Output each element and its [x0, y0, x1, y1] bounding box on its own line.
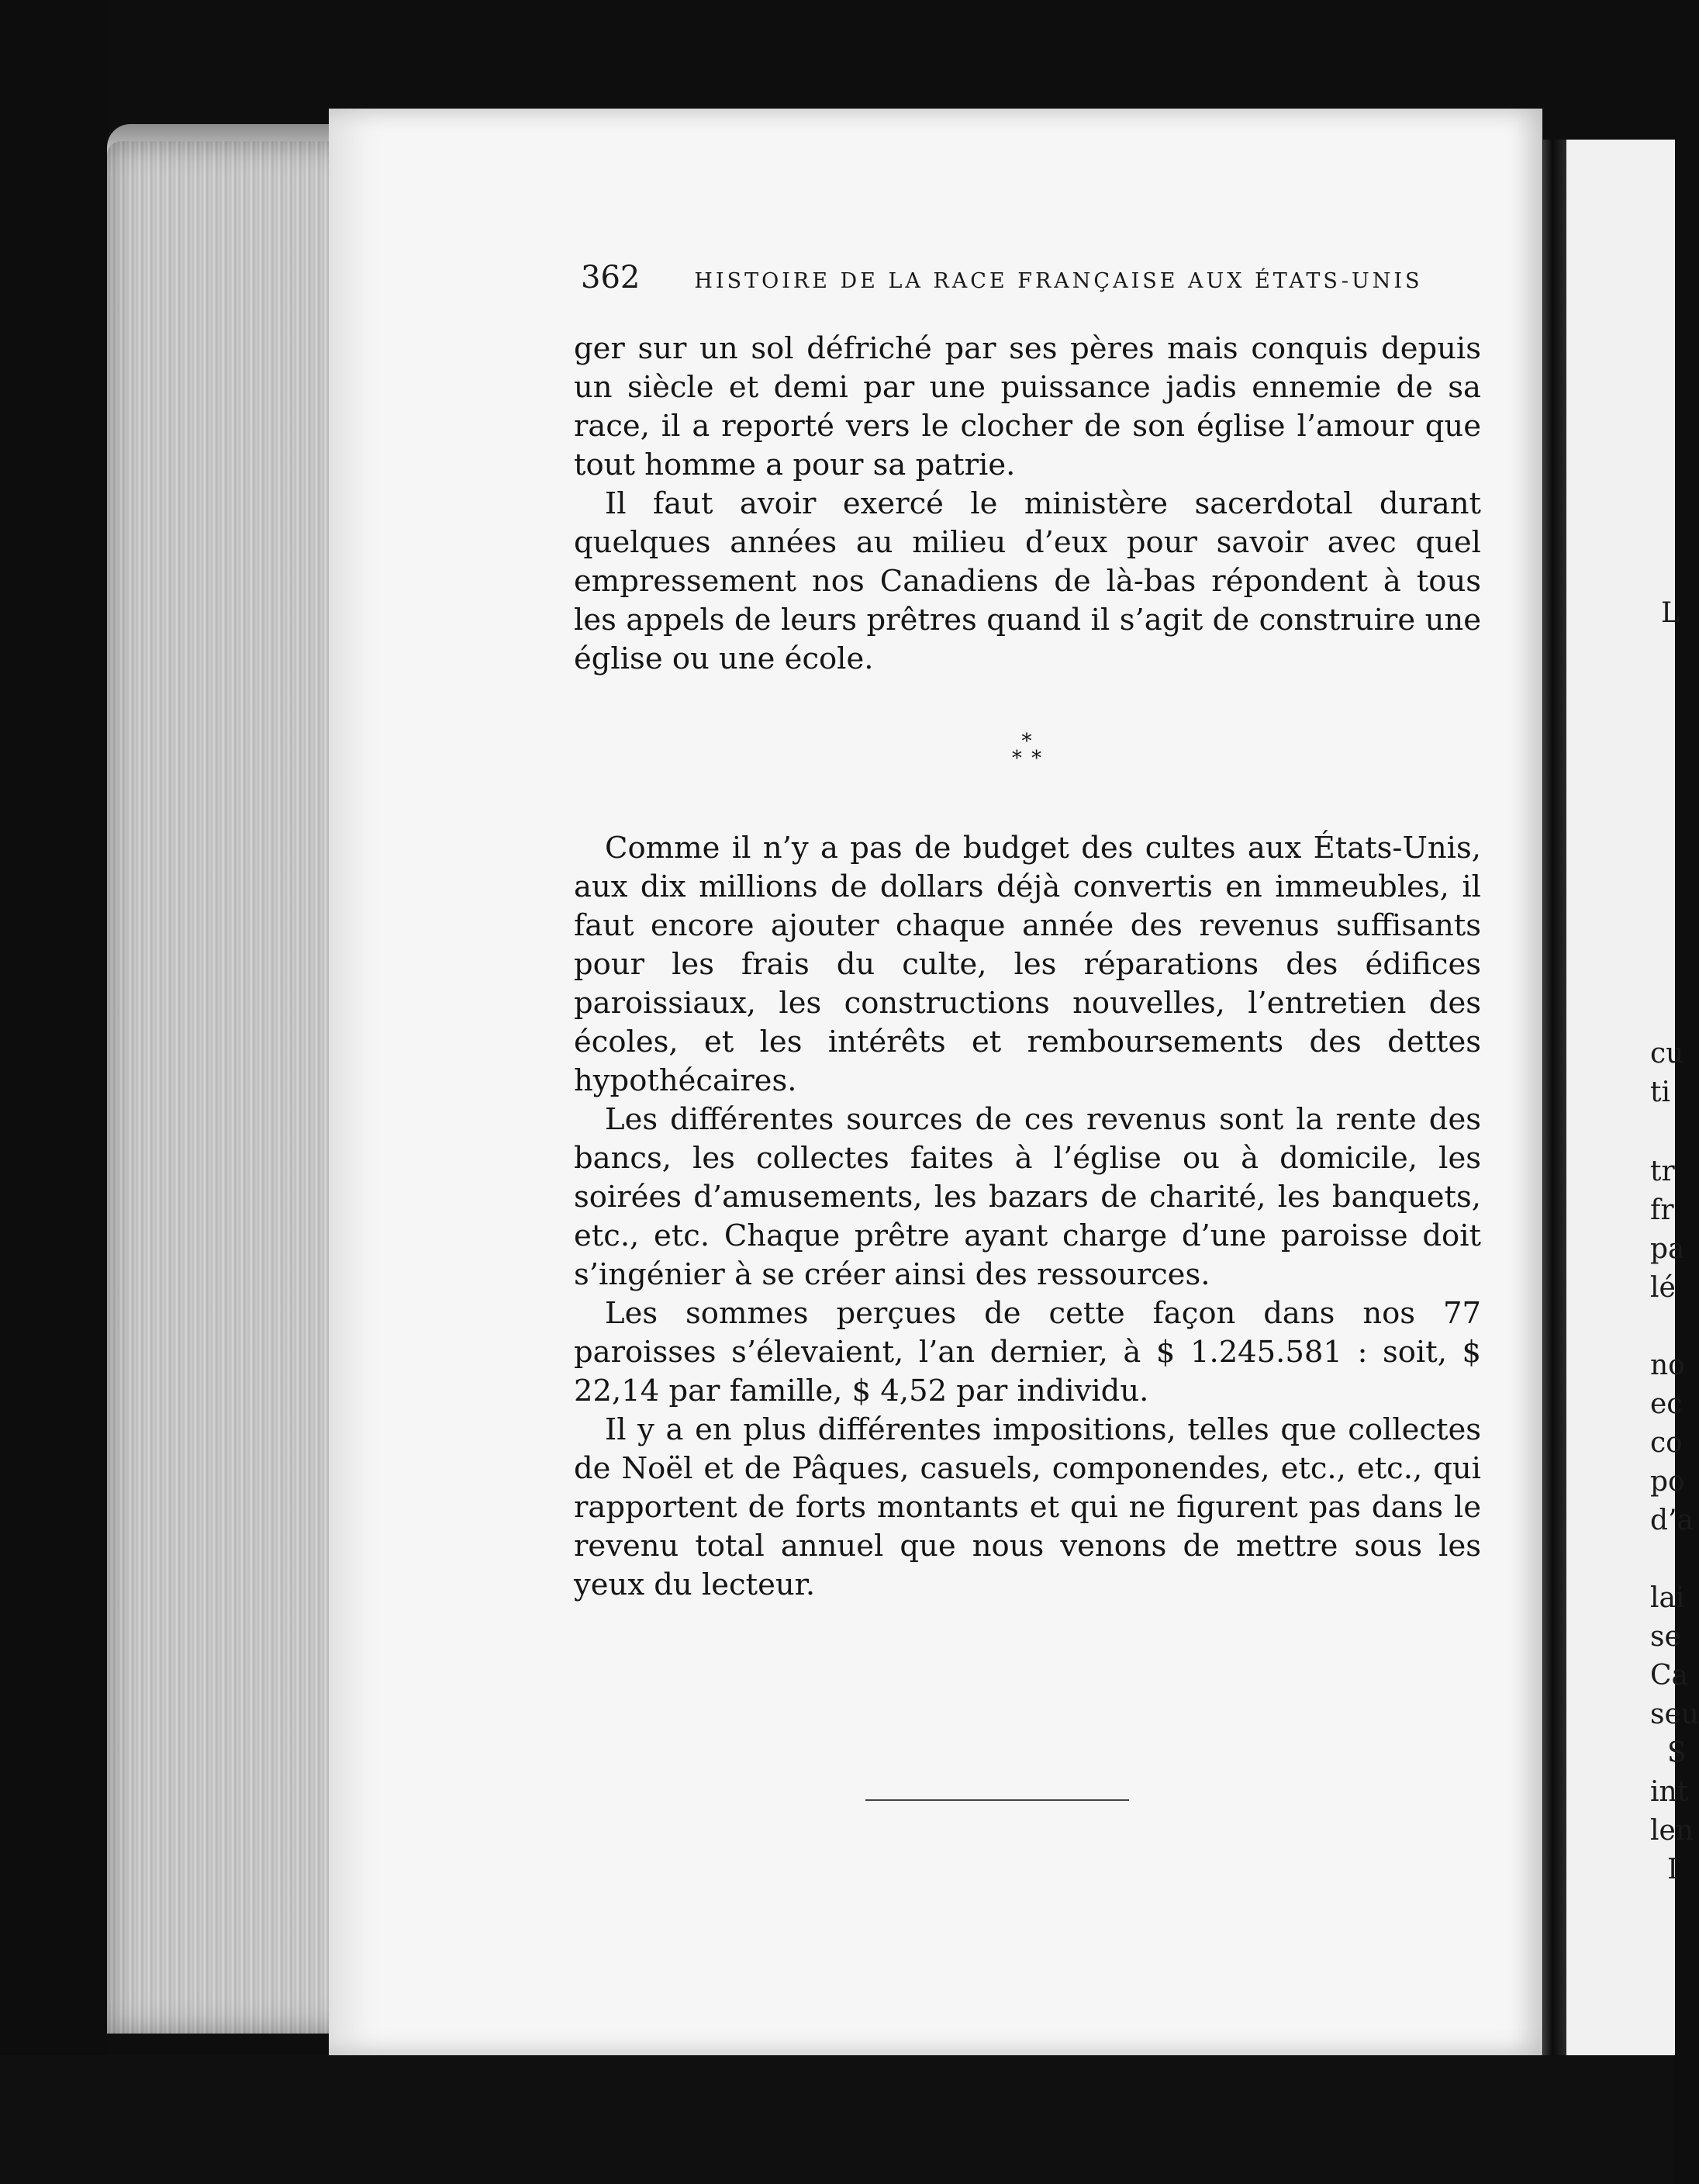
right-page-fragment: se [1650, 1621, 1681, 1653]
left-page [329, 109, 1542, 2055]
book-gutter [1543, 140, 1566, 2055]
right-page-fragment: seu [1650, 1698, 1699, 1730]
right-page-fragment: L [1661, 597, 1680, 629]
right-page-fragment: len [1650, 1815, 1694, 1847]
right-page-fragment: I [1667, 1854, 1679, 1885]
body-text [574, 330, 1481, 1605]
right-page-fragment: po [1650, 1466, 1685, 1498]
right-page-fragment: Ca [1650, 1660, 1689, 1692]
page-number: 362 [581, 260, 641, 295]
paragraph: Il y a en plus différentes impositions, telles que collectes de Noël et de Pâques, casuels, componendes, etc., etc., qui rapportent de forts montants et qui ne figurent pas dans le revenu total annuel que nous venons de mettre sous les yeux du lecteur. [574, 1412, 1481, 1602]
paragraph: ger sur un sol défriché par ses pères mais conquis depuis un siècle et demi par une puissance jadis ennemie de sa race, il a reporté vers le clocher de son église l’amour que tout homme a pour sa patrie. [574, 331, 1481, 482]
right-page-fragment: tr [1650, 1156, 1675, 1187]
page-block-edge [107, 141, 363, 2034]
right-page-fragment: no [1650, 1349, 1685, 1381]
right-page-fragment: ti [1650, 1076, 1670, 1108]
right-page-fragment: ec [1650, 1388, 1683, 1420]
right-page-fragment: cu [1650, 1038, 1684, 1070]
right-page-fragment: lé [1650, 1272, 1676, 1304]
right-page-fragment: co [1650, 1427, 1683, 1459]
right-page-fragment: d’a [1650, 1505, 1694, 1536]
paragraph: Les différentes sources de ces revenus sont la rente des bancs, les collectes faites à l’église ou à domicile, les soirées d’amusements, les bazars de charité, les banquets, etc., etc. Chaque prêtre ayant charge d’une paroisse doit s’ingénier à se créer ainsi des ressources. [574, 1102, 1481, 1292]
paragraph: Il faut avoir exercé le ministère sacerdotal durant quelques années au milieu d’eux pour savoir avec quel empressement nos Canadiens de là-bas répondent à tous les appels de leurs prêtres quand il s’agit de construire une église ou une école. [574, 486, 1481, 676]
background-left [0, 0, 107, 2184]
right-page-fragment: fr [1650, 1194, 1674, 1226]
right-page-fragment: S [1667, 1737, 1687, 1769]
right-page-fragment: int [1650, 1776, 1689, 1808]
paragraph: Les sommes perçues de cette façon dans nos 77 paroisses s’élevaient, l’an dernier, à $ 1.245.581 : soit, $ 22,14 par famille, $ 4,52 par individu. [574, 1296, 1481, 1408]
section-break-asterism: * * * [1011, 730, 1044, 770]
running-title: HISTOIRE DE LA RACE FRANÇAISE AUX ÉTATS-UNIS [694, 269, 1423, 293]
end-rule [865, 1799, 1129, 1801]
background-bottom [0, 2055, 1675, 2184]
right-page-fragment: lai [1650, 1582, 1685, 1614]
right-page-cropped [1566, 140, 1699, 2079]
paragraph: Comme il n’y a pas de budget des cultes aux États-Unis, aux dix millions de dollars déjà convertis en immeubles, il faut encore ajouter chaque année des revenus suffisants pour les frais du culte, les réparations des édifices paroissiaux, les constructions nouvelles, l’entretien des écoles, et les intérêts et remboursements des dettes hypothécaires. [574, 831, 1481, 1098]
running-head [581, 260, 1488, 295]
right-page-fragment: pa [1650, 1233, 1685, 1265]
